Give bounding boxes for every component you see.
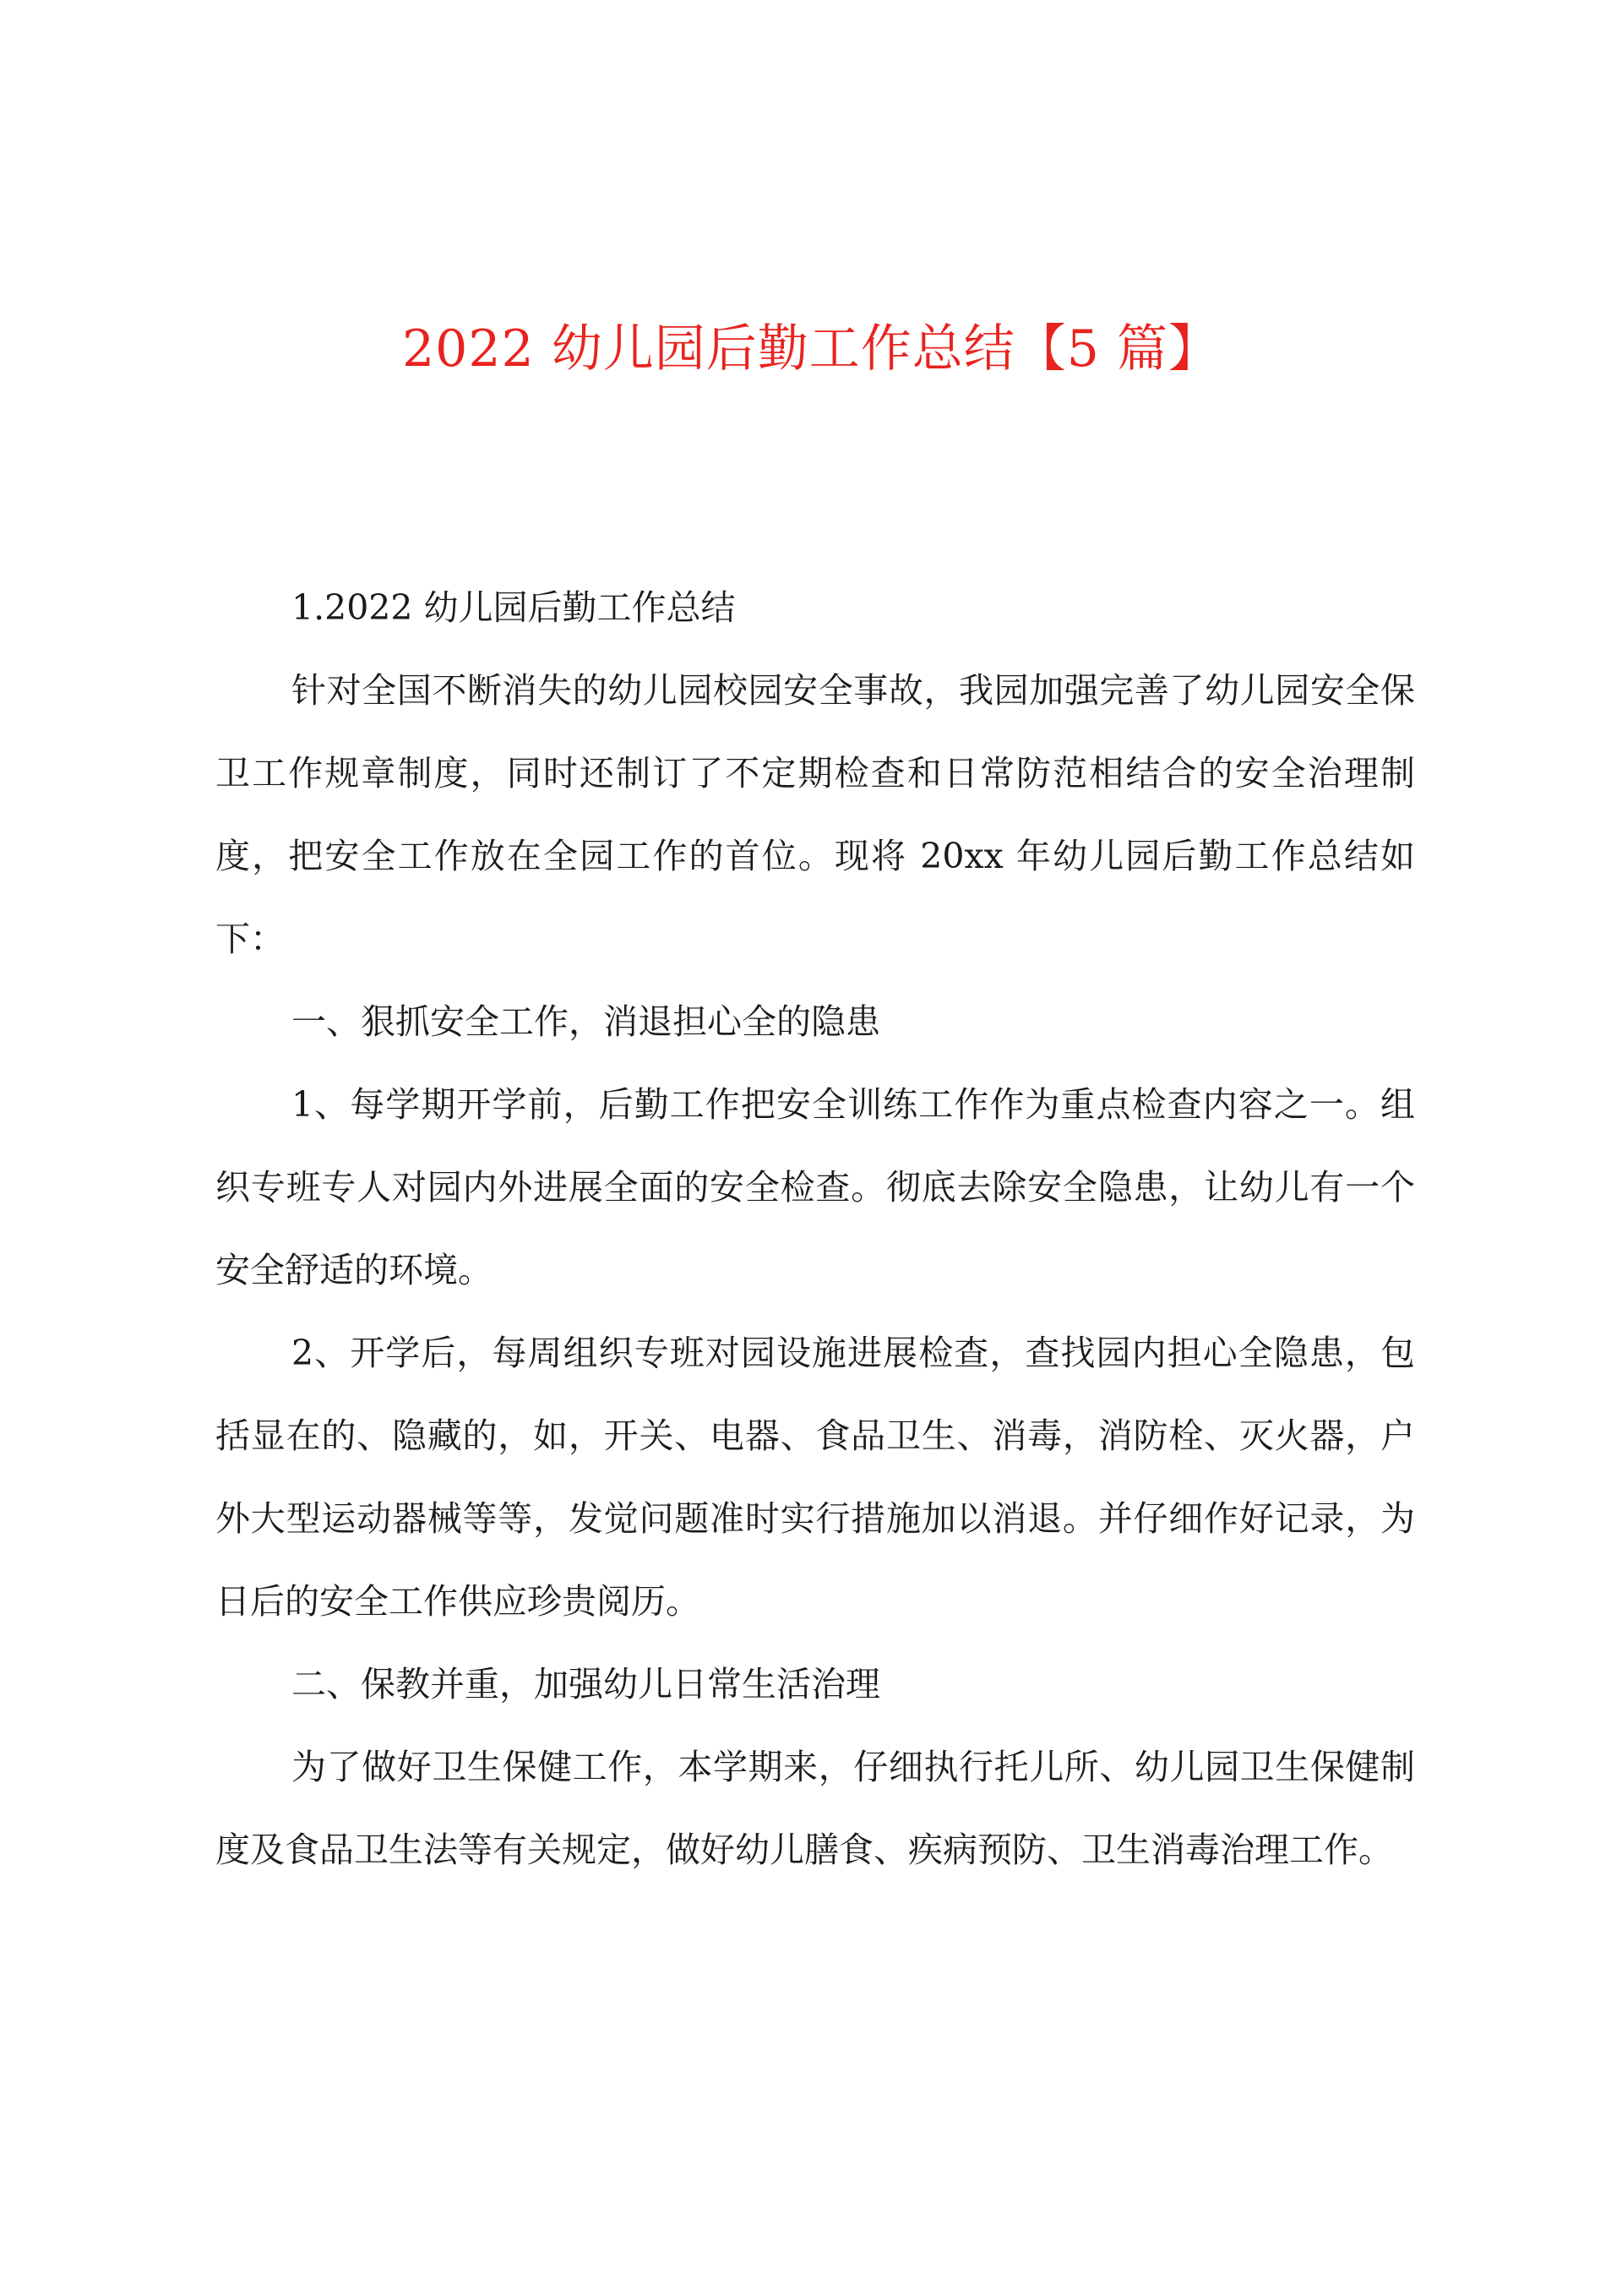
paragraph-item-1: 1、每学期开学前，后勤工作把安全训练工作作为重点检查内容之一。组织专班专人对园内外进展全面的安全检查。彻底去除安全隐患，让幼儿有一个安全舒适的环境。: [215, 1084, 1415, 1290]
document-body: [215, 566, 1415, 1891]
subsection-heading-1: 一、狠抓安全工作，消退担心全的隐患: [291, 1001, 880, 1042]
subsection-heading-2: 二、保教并重，加强幼儿日常生活治理: [291, 1664, 880, 1704]
section-heading-1: 1.2022 幼儿园后勤工作总结: [291, 587, 736, 628]
intro-paragraph: 针对全国不断消失的幼儿园校园安全事故，我园加强完善了幼儿园安全保卫工作规章制度，同时还制订了不定期检查和日常防范相结合的安全治理制度，把安全工作放在全园工作的首位。现将 20xx 年幼儿园后勤工作总结如下：: [215, 670, 1415, 959]
document-title: 2022 幼儿园后勤工作总结【5 篇】: [401, 319, 1220, 379]
paragraph-item-2: 2、开学后，每周组织专班对园设施进展检查，查找园内担心全隐患，包括显在的、隐藏的，如，开关、电器、食品卫生、消毒，消防栓、灭火器，户外大型运动器械等等，发觉问题准时实行措施加以消退。并仔细作好记录，为日后的安全工作供应珍贵阅历。: [215, 1333, 1415, 1622]
paragraph-health: 为了做好卫生保健工作，本学期来，仔细执行托儿所、幼儿园卫生保健制度及食品卫生法等有关规定，做好幼儿膳食、疾病预防、卫生消毒治理工作。: [215, 1747, 1415, 1870]
